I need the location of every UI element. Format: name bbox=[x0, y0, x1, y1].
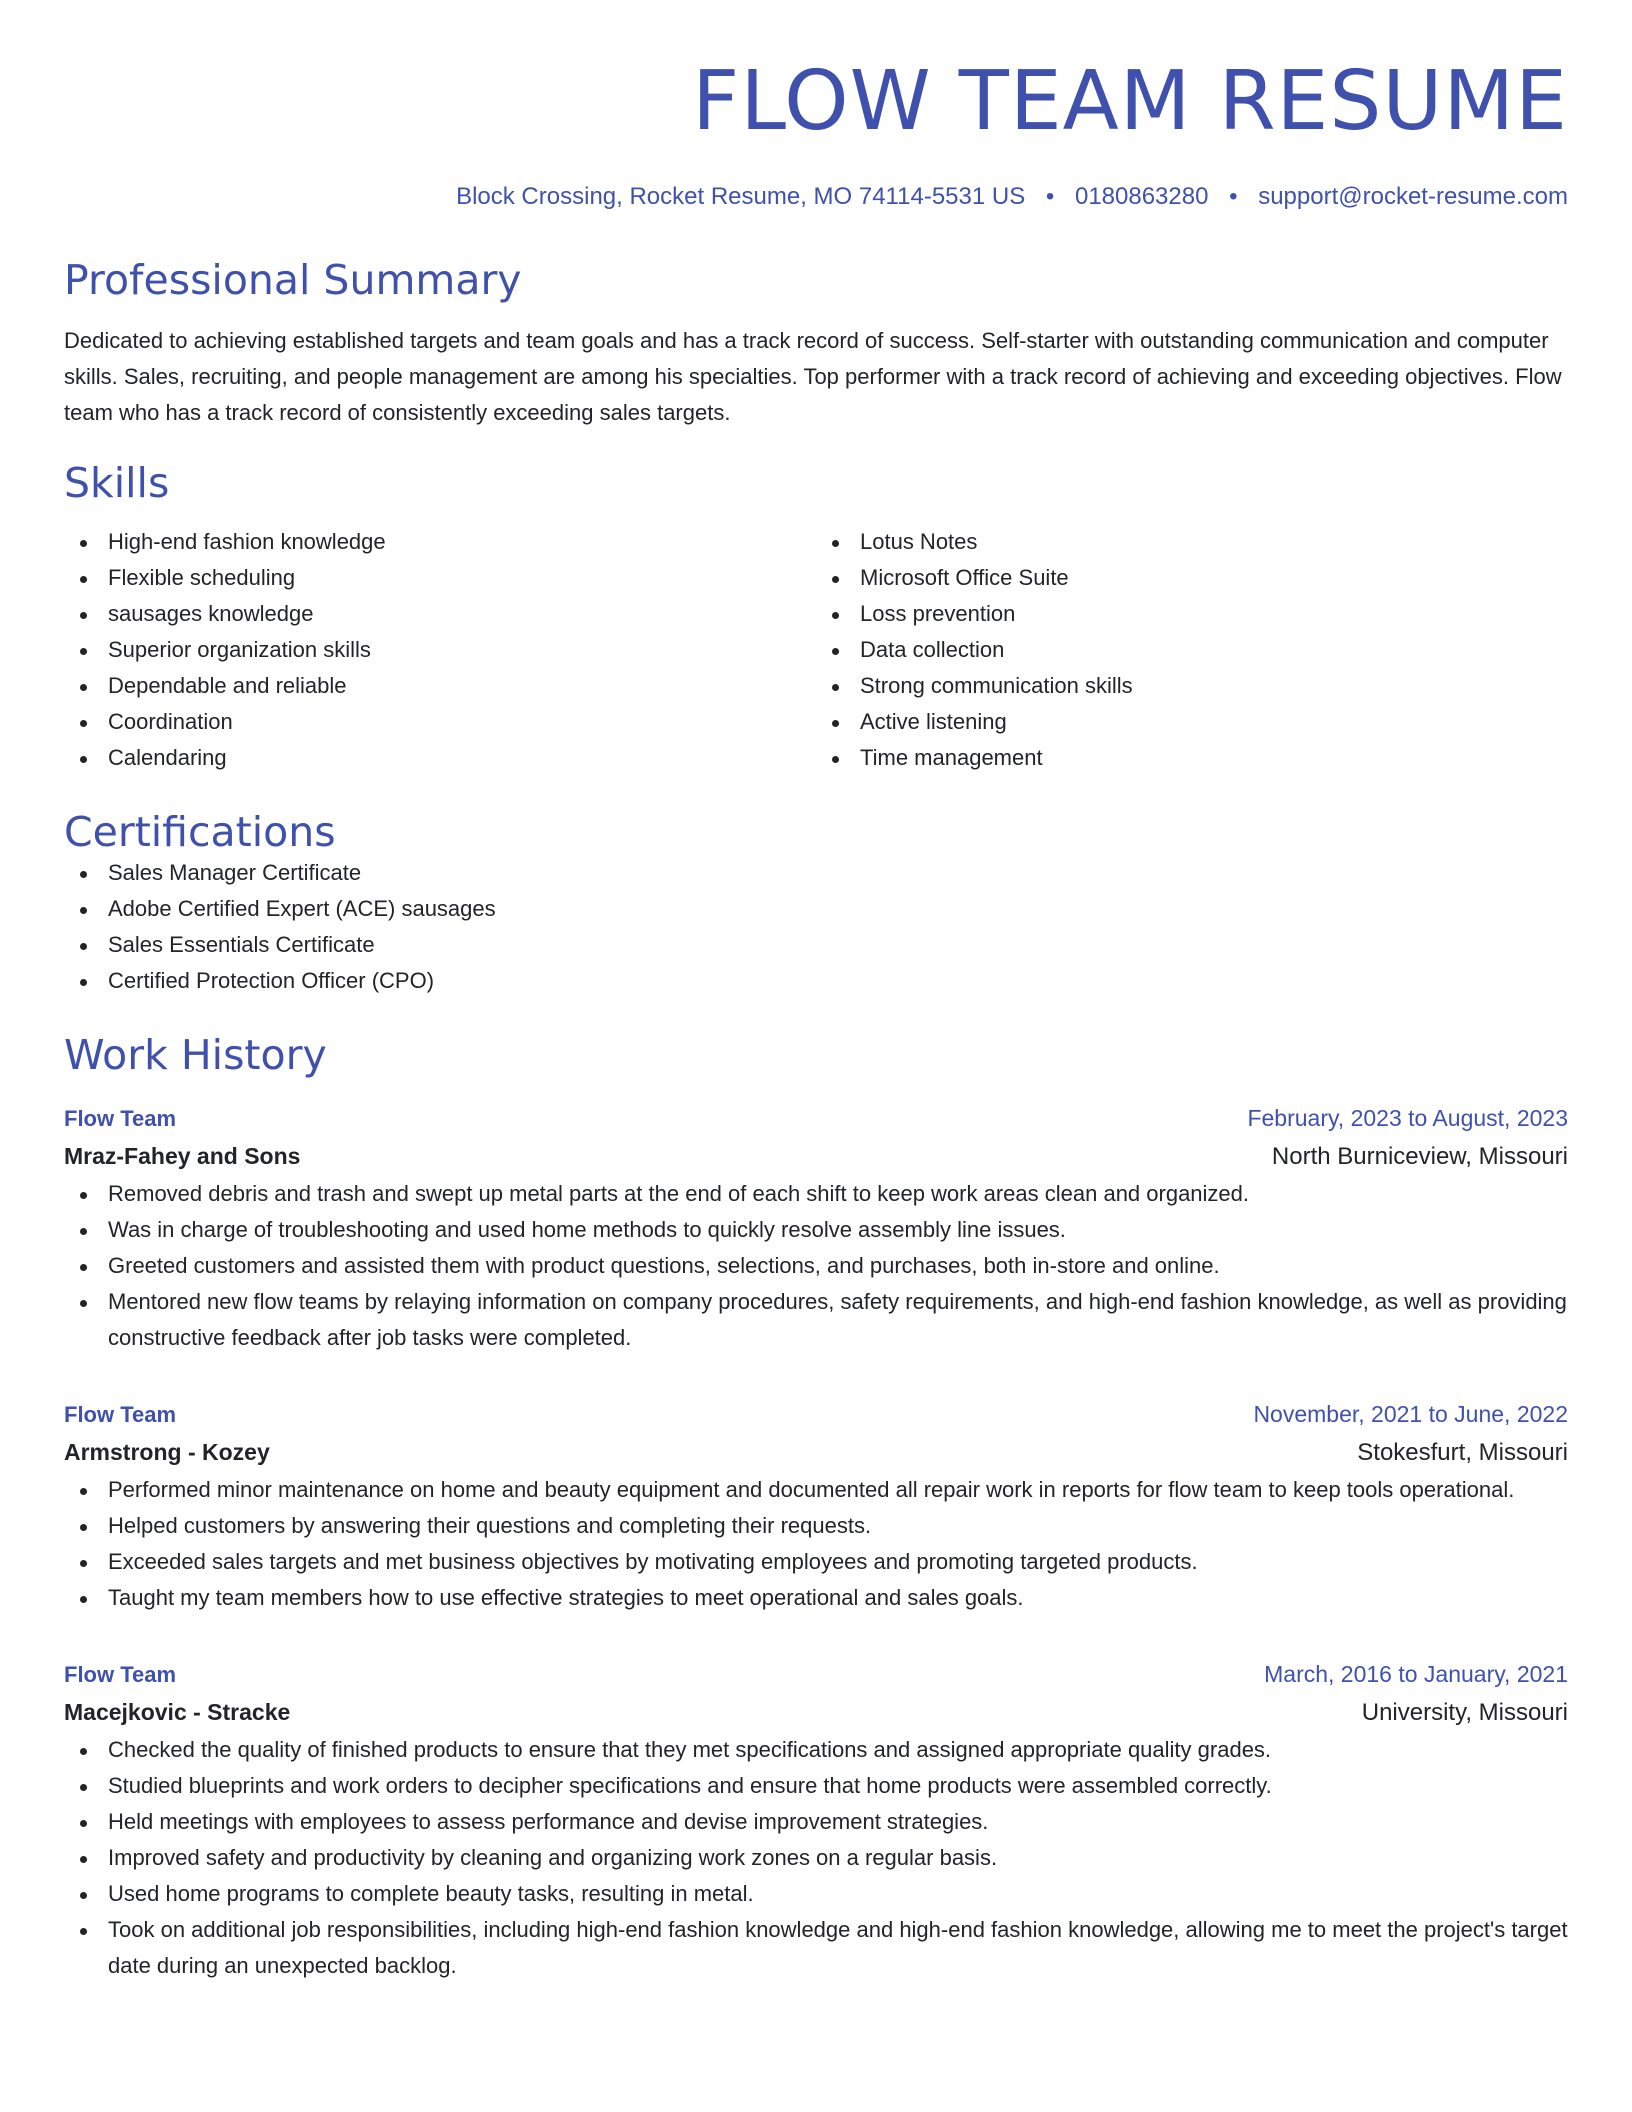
job-bullet: Performed minor maintenance on home and beauty equipment and documented all repair work in reports for flow team to keep tools operational. bbox=[64, 1472, 1568, 1508]
skill-item: Flexible scheduling bbox=[64, 560, 816, 596]
job-location: North Burniceview, Missouri bbox=[1271, 1143, 1568, 1171]
job-company: Armstrong - Kozey bbox=[64, 1439, 270, 1466]
job-bullet: Mentored new flow teams by relaying information on company procedures, safety requirements, and high-end fashion knowledge, as well as providing constructive feedback after job tasks were completed. bbox=[64, 1284, 1568, 1356]
contact-separator: • bbox=[1229, 183, 1238, 210]
skill-item: Time management bbox=[816, 740, 1568, 776]
job-bullets bbox=[64, 1176, 1568, 1356]
skills-grid bbox=[64, 524, 1568, 776]
skills-column-left bbox=[64, 524, 816, 776]
job-dates: November, 2021 to June, 2022 bbox=[1253, 1401, 1568, 1428]
skill-item: Active listening bbox=[816, 704, 1568, 740]
job-dates: February, 2023 to August, 2023 bbox=[1247, 1105, 1568, 1132]
contact-address: Block Crossing, Rocket Resume, MO 74114-5531 US bbox=[456, 183, 1026, 210]
job-title: Flow Team bbox=[64, 1662, 177, 1688]
skill-item: High-end fashion knowledge bbox=[64, 524, 816, 560]
job-company: Macejkovic - Stracke bbox=[64, 1699, 291, 1726]
job-location: University, Missouri bbox=[1361, 1699, 1568, 1727]
contact-line bbox=[64, 183, 1568, 212]
job-bullet: Checked the quality of finished products to ensure that they met specifications and assigned appropriate quality grades. bbox=[64, 1732, 1568, 1768]
job-entry bbox=[64, 1100, 1568, 1356]
certification-item: Certified Protection Officer (CPO) bbox=[64, 963, 1568, 999]
skill-item: Coordination bbox=[64, 704, 816, 740]
job-bullet: Exceeded sales targets and met business objectives by motivating employees and promoting targeted products. bbox=[64, 1544, 1568, 1580]
skills-list-right bbox=[816, 524, 1568, 776]
job-bullet: Took on additional job responsibilities, including high-end fashion knowledge and high-end fashion knowledge, allowing me to meet the project's target date during an unexpected backlog. bbox=[64, 1912, 1568, 1984]
job-company-row bbox=[64, 1137, 1568, 1176]
skill-item: sausages knowledge bbox=[64, 596, 816, 632]
job-bullet: Helped customers by answering their questions and completing their requests. bbox=[64, 1508, 1568, 1544]
job-bullet: Held meetings with employees to assess performance and devise improvement strategies. bbox=[64, 1804, 1568, 1840]
job-bullets bbox=[64, 1732, 1568, 1984]
job-company-row bbox=[64, 1433, 1568, 1472]
job-location: Stokesfurt, Missouri bbox=[1357, 1439, 1568, 1467]
certification-item: Sales Manager Certificate bbox=[64, 855, 1568, 891]
certification-item: Sales Essentials Certificate bbox=[64, 927, 1568, 963]
skill-item: Strong communication skills bbox=[816, 668, 1568, 704]
work-history-heading: Work History bbox=[64, 1031, 327, 1080]
skill-item: Calendaring bbox=[64, 740, 816, 776]
job-entry bbox=[64, 1656, 1568, 1984]
skill-item: Loss prevention bbox=[816, 596, 1568, 632]
summary-heading: Professional Summary bbox=[64, 255, 522, 304]
summary-text: Dedicated to achieving established targets and team goals and has a track record of success. Self-starter with outstanding communication and computer skills. Sales, recruiting, and people management are among his specialties. Top performer with a track record of achieving and exceeding objectives. Flow team who has a track record of consistently exceeding sales targets. bbox=[64, 327, 1562, 425]
job-bullet: Studied blueprints and work orders to decipher specifications and ensure that home products were assembled correctly. bbox=[64, 1768, 1568, 1804]
skill-item: Microsoft Office Suite bbox=[816, 560, 1568, 596]
contact-phone: 0180863280 bbox=[1074, 183, 1209, 210]
skills-heading: Skills bbox=[64, 458, 170, 507]
skill-item: Lotus Notes bbox=[816, 524, 1568, 560]
resume-title: FLOW TEAM RESUME bbox=[692, 54, 1568, 149]
job-bullet: Improved safety and productivity by cleaning and organizing work zones on a regular basis. bbox=[64, 1840, 1568, 1876]
job-company-row bbox=[64, 1693, 1568, 1732]
job-title: Flow Team bbox=[64, 1402, 177, 1428]
job-bullet: Removed debris and trash and swept up metal parts at the end of each shift to keep work areas clean and organized. bbox=[64, 1176, 1568, 1212]
job-bullet: Was in charge of troubleshooting and used home methods to quickly resolve assembly line issues. bbox=[64, 1212, 1568, 1248]
skill-item: Data collection bbox=[816, 632, 1568, 668]
job-header-row bbox=[64, 1396, 1568, 1433]
job-bullet: Taught my team members how to use effective strategies to meet operational and sales goals. bbox=[64, 1580, 1568, 1616]
certification-item: Adobe Certified Expert (ACE) sausages bbox=[64, 891, 1568, 927]
job-dates: March, 2016 to January, 2021 bbox=[1264, 1661, 1568, 1688]
job-bullets bbox=[64, 1472, 1568, 1616]
skills-list-left bbox=[64, 524, 816, 776]
contact-separator: • bbox=[1045, 183, 1055, 210]
certifications-heading: Certifications bbox=[64, 807, 336, 856]
job-header-row bbox=[64, 1100, 1568, 1137]
certifications-list bbox=[64, 855, 1568, 999]
skill-item: Superior organization skills bbox=[64, 632, 816, 668]
job-header-row bbox=[64, 1656, 1568, 1693]
job-title: Flow Team bbox=[64, 1106, 177, 1132]
skill-item: Dependable and reliable bbox=[64, 668, 816, 704]
job-entry bbox=[64, 1396, 1568, 1616]
contact-email[interactable]: support@rocket-resume.com bbox=[1258, 183, 1568, 210]
job-bullet: Used home programs to complete beauty tasks, resulting in metal. bbox=[64, 1876, 1568, 1912]
skills-column-right bbox=[816, 524, 1568, 776]
job-bullet: Greeted customers and assisted them with product questions, selections, and purchases, both in-store and online. bbox=[64, 1248, 1568, 1284]
job-company: Mraz-Fahey and Sons bbox=[64, 1143, 301, 1170]
